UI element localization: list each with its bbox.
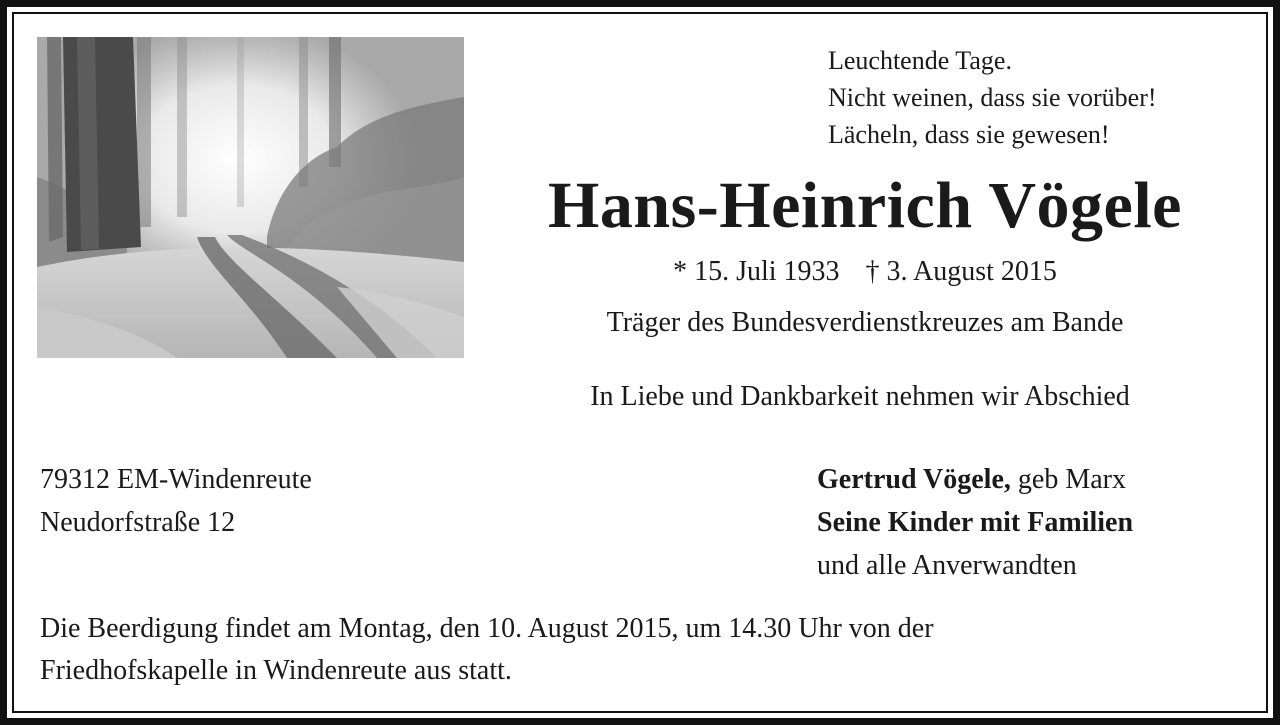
widow-maiden-name: geb Marx bbox=[1010, 464, 1126, 495]
deceased-name: Hans-Heinrich Vögele bbox=[548, 169, 1182, 242]
funeral-line-1: Die Beerdigung findet am Montag, den 10. August 2015, um 14.30 Uhr von der bbox=[40, 613, 934, 644]
mourner-widow bbox=[817, 458, 1133, 501]
motto-line-3: Lächeln, dass sie gewesen! bbox=[828, 120, 1110, 149]
motto-line-2: Nicht weinen, dass sie vorüber! bbox=[828, 83, 1157, 112]
funeral-line-2: Friedhofskapelle in Windenreute aus statt. bbox=[40, 655, 512, 686]
death-date: † 3. August 2015 bbox=[865, 256, 1057, 287]
life-dates bbox=[470, 254, 1260, 290]
widow-name: Gertrud Vögele, bbox=[817, 464, 1011, 495]
children-label: Seine Kinder mit Familien bbox=[817, 507, 1134, 538]
forest-path-image bbox=[37, 37, 464, 358]
mourner-children bbox=[817, 501, 1133, 544]
mourners-list bbox=[817, 458, 1133, 587]
mourner-relatives: und alle Anverwandten bbox=[817, 550, 1077, 581]
motto-verse bbox=[828, 42, 1157, 153]
address-street: Neudorfstraße 12 bbox=[40, 507, 236, 538]
family-address bbox=[40, 458, 312, 544]
birth-date: * 15. Juli 1933 bbox=[673, 256, 840, 287]
funeral-notice bbox=[40, 608, 1250, 692]
motto-line-1: Leuchtende Tage. bbox=[828, 46, 1012, 75]
farewell-line: In Liebe und Dankbarkeit nehmen wir Abschied bbox=[590, 381, 1130, 412]
address-city: 79312 EM-Windenreute bbox=[40, 464, 312, 495]
forest-path-photo bbox=[37, 37, 464, 358]
honor-line: Träger des Bundesverdienstkreuzes am Bande bbox=[606, 307, 1124, 338]
